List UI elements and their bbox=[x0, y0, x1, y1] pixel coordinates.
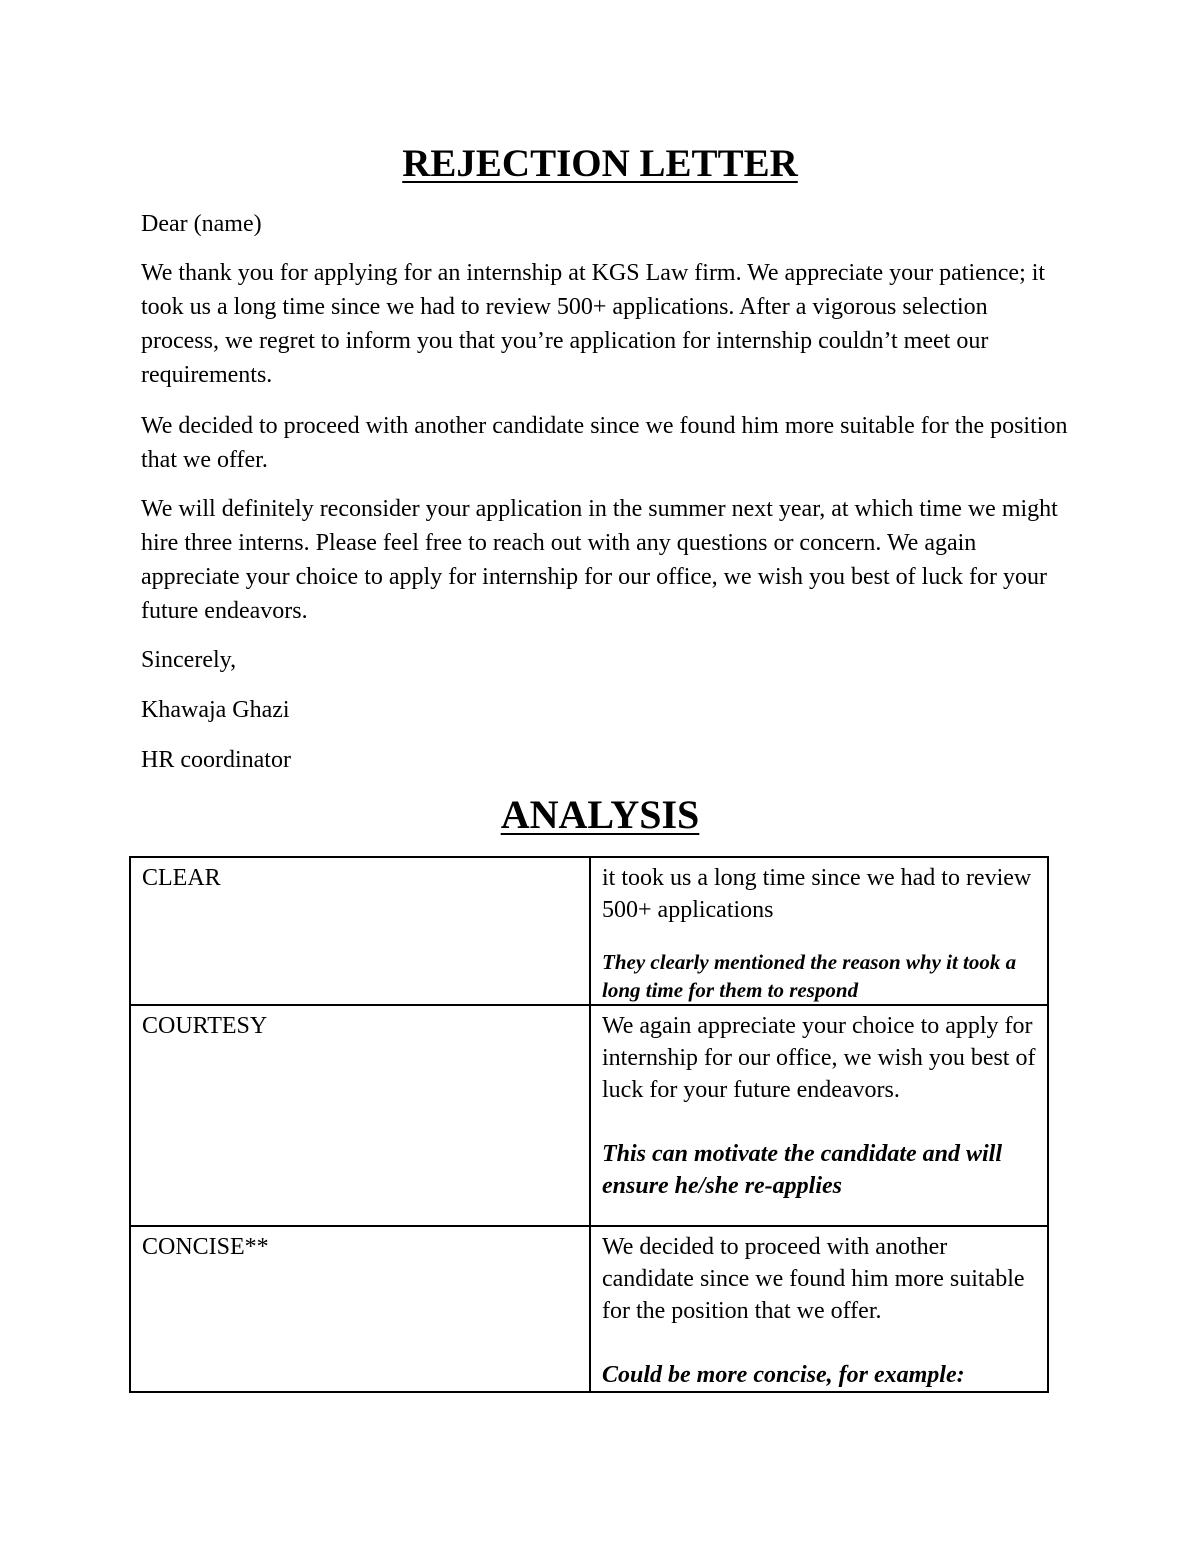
letter-paragraph-3: We will definitely reconsider your application in the summer next year, at which time we might hire three interns. Please feel free to reach out with any questions or concern. We again appreciate your choice to apply for internship for our office, we wish you best of luck for your future endeavors. bbox=[141, 496, 1058, 624]
criterion-evidence bbox=[590, 857, 1048, 1005]
criterion-label: CLEAR bbox=[130, 857, 590, 1005]
signer-role: HR coordinator bbox=[141, 747, 291, 773]
criterion-evidence bbox=[590, 1226, 1048, 1392]
letter-paragraph-2: We decided to proceed with another candidate since we found him more suitable for the position that we offer. bbox=[141, 413, 1068, 473]
letter-title: REJECTION LETTER bbox=[402, 142, 798, 185]
analysis-note: They clearly mentioned the reason why it took a long time for them to respond bbox=[602, 950, 1017, 1002]
criterion-evidence bbox=[590, 1005, 1048, 1226]
table-row bbox=[130, 1005, 1048, 1226]
quoted-text: We decided to proceed with another candidate since we found him more suitable for the position that we offer. bbox=[602, 1234, 1025, 1324]
analysis-note: This can motivate the candidate and will ensure he/she re-applies bbox=[602, 1141, 1003, 1199]
closing: Sincerely, bbox=[141, 647, 237, 673]
signer-name: Khawaja Ghazi bbox=[141, 697, 290, 723]
criterion-label: COURTESY bbox=[130, 1005, 590, 1226]
salutation: Dear (name) bbox=[141, 211, 262, 237]
analysis-table bbox=[129, 856, 1049, 1393]
letter-paragraph-1: We thank you for applying for an internship at KGS Law firm. We appreciate your patience; it took us a long time since we had to review 500+ applications. After a vigorous selection process, we regret to inform you that you’re application for internship couldn’t meet our requirements. bbox=[141, 260, 1046, 388]
analysis-title: ANALYSIS bbox=[500, 792, 700, 837]
table-row bbox=[130, 857, 1048, 1005]
criterion-label: CONCISE** bbox=[130, 1226, 590, 1392]
quoted-text: We again appreciate your choice to apply for internship for our office, we wish you best of luck for your future endeavors. bbox=[602, 1013, 1036, 1103]
table-row bbox=[130, 1226, 1048, 1392]
quoted-text: it took us a long time since we had to review 500+ applications bbox=[602, 865, 1032, 923]
analysis-note: Could be more concise, for example: bbox=[602, 1362, 965, 1388]
